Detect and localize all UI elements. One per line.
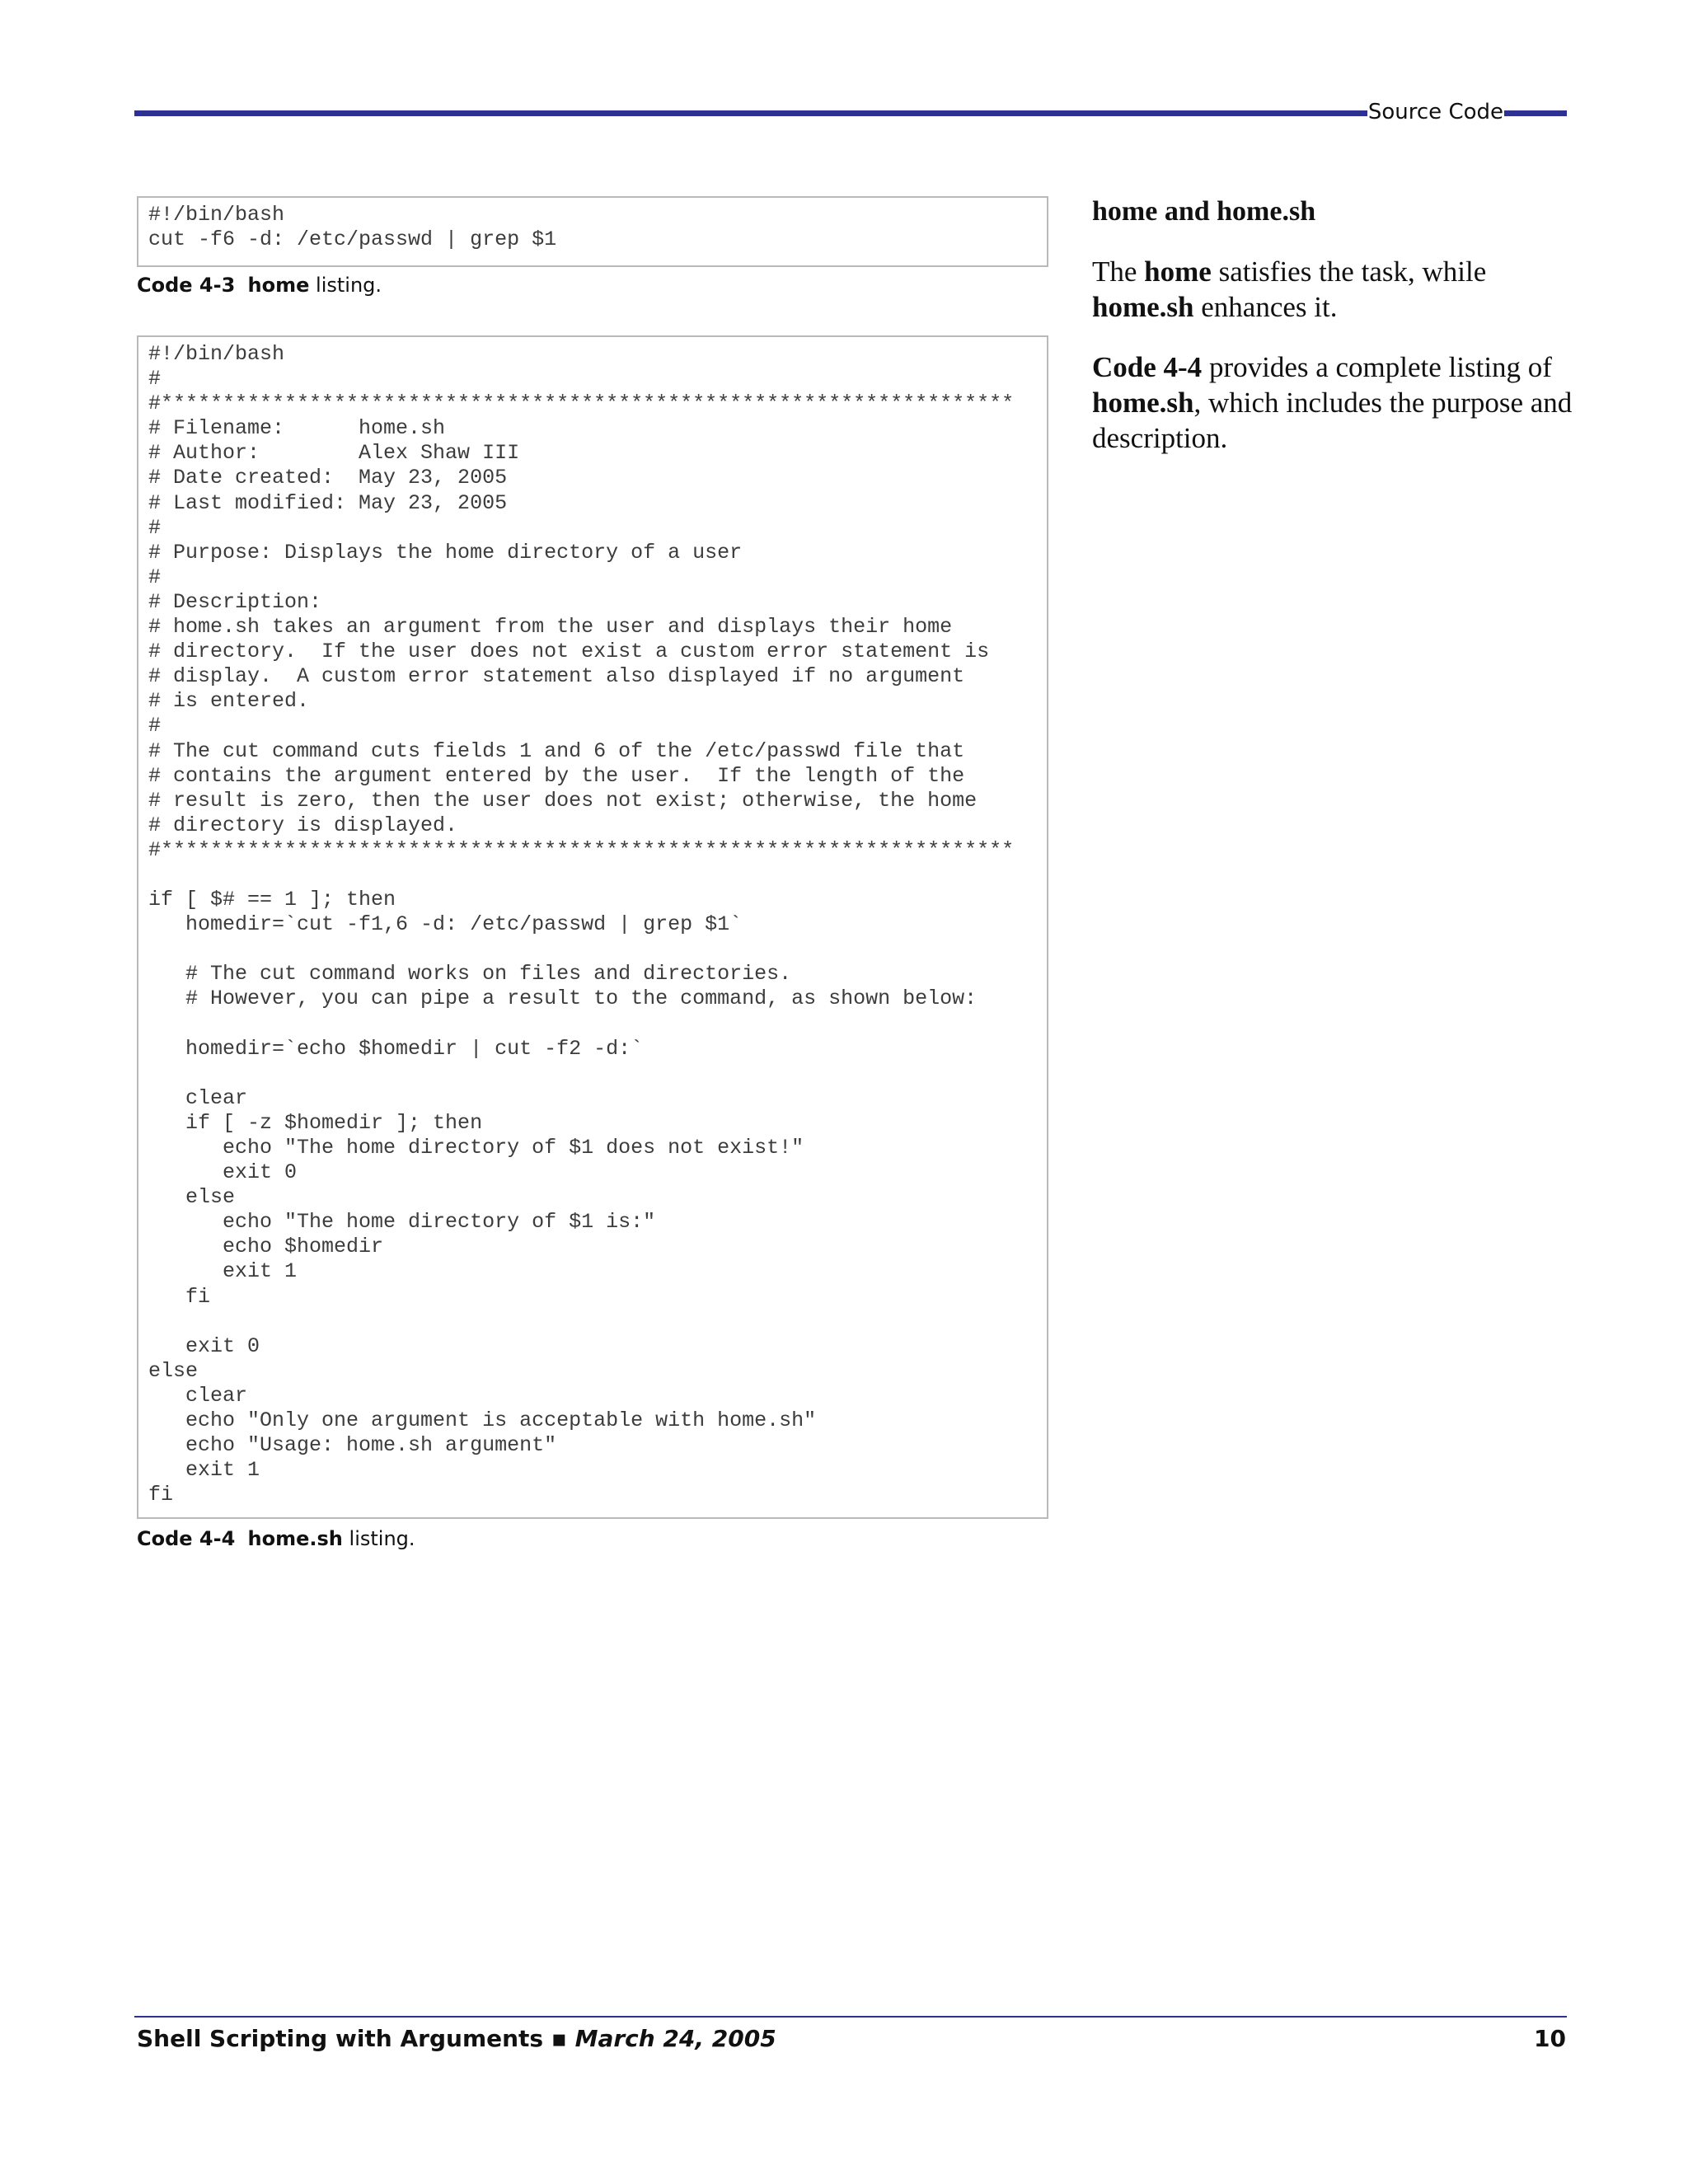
- text-span: , which includes the purpose and description.: [1092, 387, 1573, 454]
- sidebar-heading: home and home.sh: [1092, 196, 1316, 227]
- document-date: March 24, 2005: [574, 2025, 776, 2052]
- caption-suffix: listing.: [309, 274, 382, 297]
- caption-filename: home.sh: [247, 1527, 343, 1550]
- document-title: Shell Scripting with Arguments: [137, 2025, 544, 2052]
- page-number: 10: [1534, 2025, 1566, 2052]
- header-rule: [134, 110, 1567, 116]
- code-listing-home-sh: #!/bin/bash # #********************************************************************* # Filename: home.sh # Author: Alex Shaw III # Date created: May 23, 2005 # Last modified: May 23, 2005 # # Purpose: Displays the home directory of a user # # Description: # home.sh takes an argument from the user and displays their home # directory. If the user does not exist a custom error statement is # display. A custom error statement also displayed if no argument # is entered. # # The cut command cuts fields 1 and 6 of the /etc/passwd file that # contains the argument entered by the user. If the length of the # result is zero, then the user does not exist; otherwise, the home # directory is displayed. #********************************************************************* if [ $# == 1 ]; then homedir=`cut -f1,6 -d: /etc/passwd | grep $1` # The cut command works on files and directories. # However, you can pipe a result to the command, as shown below: homedir=`echo $homedir | cut -f2 -d:` clear if [ -z $homedir ]; then echo "The home directory of $1 does not exist!" exit 0 else echo "The home directory of $1 is:" echo $homedir exit 1 fi exit 0 else clear echo "Only one argument is acceptable with home.sh" echo "Usage: home.sh argument" exit 1 fi: [137, 335, 1048, 1519]
- caption-label: Code 4-4: [137, 1527, 236, 1550]
- footer-title: [137, 2025, 776, 2052]
- bold-term: home: [1144, 255, 1212, 288]
- sidebar-paragraph-2: [1092, 349, 1578, 456]
- text-span: provides a complete listing of: [1202, 351, 1552, 383]
- caption-filename: home: [247, 274, 310, 297]
- bold-term: Code 4-4: [1092, 351, 1203, 383]
- bold-term: home.sh: [1092, 387, 1194, 419]
- caption-label: Code 4-3: [137, 274, 236, 297]
- code-listing-home: #!/bin/bash cut -f6 -d: /etc/passwd | grep $1: [137, 196, 1048, 267]
- text-span: satisfies the task, while: [1211, 255, 1487, 288]
- section-label: Source Code: [1367, 97, 1504, 127]
- caption-suffix: listing.: [342, 1527, 415, 1550]
- caption-code-4-4: [137, 1527, 415, 1550]
- text-span: The: [1092, 255, 1145, 288]
- caption-code-4-3: [137, 274, 382, 297]
- footer-rule: [134, 2016, 1567, 2018]
- footer-separator: ▪: [543, 2025, 575, 2052]
- bold-term: home.sh: [1092, 291, 1194, 323]
- text-span: enhances it.: [1193, 291, 1338, 323]
- sidebar-paragraph-1: [1092, 254, 1578, 325]
